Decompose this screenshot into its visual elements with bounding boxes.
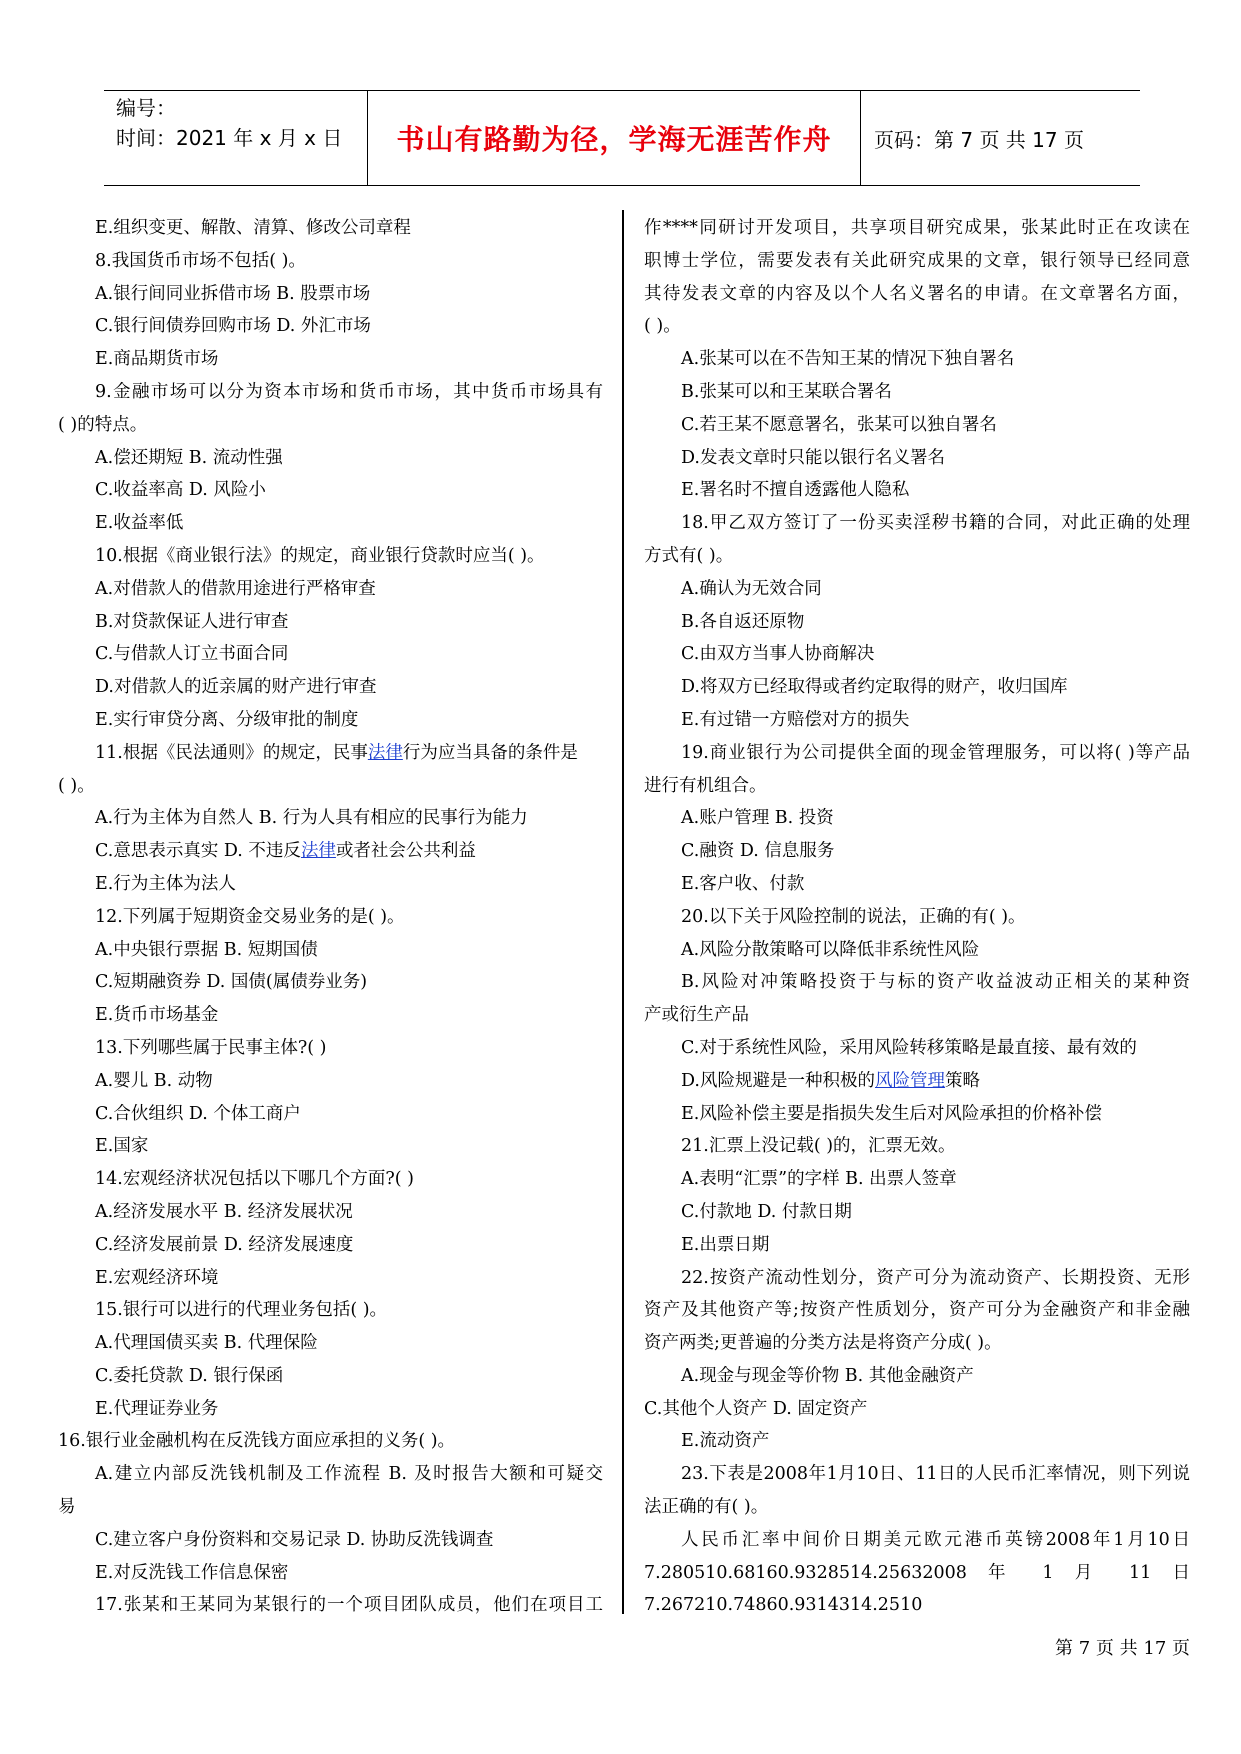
text-span: C.意思表示真实 D. 不违反 <box>95 841 301 862</box>
exchange-rate-table-line: 人民币汇率中间价日期美元欧元港币英镑2008年1月10日 <box>681 1529 1190 1550</box>
option-line: E.国家 <box>95 1136 149 1157</box>
right-column <box>644 212 1190 1622</box>
question-line-continued: 其待发表文章的内容及以个人名义署名的申请。在文章署名方面， <box>644 283 1190 304</box>
option-line: A.张某可以在不告知王某的情况下独自署名 <box>681 349 1015 370</box>
question-line-continued: ( )。 <box>58 775 95 796</box>
option-line: E.对反洗钱工作信息保密 <box>95 1562 289 1583</box>
question-line: 21.汇票上没记载( )的，汇票无效。 <box>681 1136 956 1157</box>
risk-management-link[interactable]: 风险管理 <box>874 1070 945 1091</box>
option-line: C.委托贷款 D. 银行保函 <box>95 1365 284 1386</box>
text-span: D.风险规避是一种积极的 <box>681 1070 875 1091</box>
option-line: E.出票日期 <box>681 1234 770 1255</box>
question-line: 8.我国货币市场不包括( )。 <box>95 250 306 271</box>
question-line-continued: 法正确的有( )。 <box>644 1497 769 1518</box>
option-line: E.宏观经济环境 <box>95 1267 219 1288</box>
question-line-continued: 方式有( )。 <box>644 545 734 566</box>
question-line: 22.按资产流动性划分，资产可分为流动资产、长期投资、无形 <box>681 1267 1190 1288</box>
question-line <box>58 737 603 770</box>
option-line: C.若王某不愿意署名，张某可以独自署名 <box>681 414 997 435</box>
option-line: A.银行间同业拆借市场 B. 股票市场 <box>95 283 371 304</box>
option-line: E.货币市场基金 <box>95 1005 219 1026</box>
option-line: A.确认为无效合同 <box>681 578 822 599</box>
option-line: A.中央银行票据 B. 短期国债 <box>95 939 318 960</box>
option-line: C.融资 D. 信息服务 <box>681 841 835 862</box>
option-line: A.建立内部反洗钱机制及工作流程 B. 及时报告大额和可疑交 <box>95 1464 603 1485</box>
question-line-continued: 职博士学位，需要发表有关此研究成果的文章，银行领导已经同意 <box>644 250 1190 271</box>
exchange-rate-table-line: 7.267210.74860.9314314.2510 <box>644 1595 923 1616</box>
option-line: E.风险补偿主要是指损失发生后对风险承担的价格补偿 <box>681 1103 1102 1124</box>
question-line: 14.宏观经济状况包括以下哪几个方面?( ) <box>95 1169 414 1190</box>
document-date-label: 时间：2021 年 x 月 x 日 <box>116 126 343 150</box>
option-line: D.对借款人的近亲属的财产进行审查 <box>95 677 377 698</box>
question-line: 10.根据《商业银行法》的规定，商业银行贷款时应当( )。 <box>95 545 545 566</box>
option-line: C.对于系统性风险，采用风险转移策略是最直接、最有效的 <box>681 1037 1137 1058</box>
option-line <box>58 835 603 868</box>
law-link[interactable]: 法律 <box>300 841 336 862</box>
question-line: 15.银行可以进行的代理业务包括( )。 <box>95 1300 388 1321</box>
question-line-continued: ( )的特点。 <box>58 414 148 435</box>
question-line: 13.下列哪些属于民事主体?( ) <box>95 1037 327 1058</box>
option-line: D.将双方已经取得或者约定取得的财产，收归国库 <box>681 677 1068 698</box>
question-line-continued: 进行有机组合。 <box>644 775 767 796</box>
question-line-continued: 资产两类;更普遍的分类方法是将资产分成( )。 <box>644 1333 1002 1354</box>
question-line: 23.下表是2008年1月10日、11日的人民币汇率情况，则下列说 <box>681 1464 1190 1485</box>
option-line: E.客户收、付款 <box>681 873 805 894</box>
option-line: A.对借款人的借款用途进行严格审查 <box>95 578 376 599</box>
option-line: C.与借款人订立书面合同 <box>95 644 289 665</box>
question-line: 19.商业银行为公司提供全面的现金管理服务，可以将( )等产品 <box>681 742 1190 763</box>
text-span: 行为应当具备的条件是 <box>402 742 578 763</box>
option-line: A.代理国债买卖 B. 代理保险 <box>95 1333 318 1354</box>
column-divider <box>622 210 624 1614</box>
option-line: C.银行间债券回购市场 D. 外汇市场 <box>95 316 371 337</box>
option-line: C.短期融资券 D. 国债(属债券业务) <box>95 972 368 993</box>
option-line: E.收益率低 <box>95 513 184 534</box>
question-line-continued: 作****同研讨开发项目，共享项目研究成果，张某此时正在攻读在 <box>644 218 1190 238</box>
option-line: E.实行审贷分离、分级审批的制度 <box>95 709 359 730</box>
text-span: 11.根据《民法通则》的规定，民事 <box>95 742 368 763</box>
option-line: A.表明“汇票”的字样 B. 出票人签章 <box>681 1169 957 1190</box>
text-span: 策略 <box>944 1070 980 1091</box>
option-line: A.风险分散策略可以降低非系统性风险 <box>681 939 980 960</box>
option-line <box>644 1065 1190 1098</box>
option-line: E.流动资产 <box>681 1431 770 1452</box>
header-motto: 书山有路勤为径，学海无涯苦作舟 <box>396 123 832 156</box>
option-line: A.偿还期短 B. 流动性强 <box>95 447 283 468</box>
text-span: 或者社会公共利益 <box>335 841 476 862</box>
option-line: A.婴儿 B. 动物 <box>95 1070 213 1091</box>
law-link[interactable]: 法律 <box>367 742 403 763</box>
option-line: D.发表文章时只能以银行名义署名 <box>681 447 945 468</box>
option-line-continued: 易 <box>58 1497 76 1518</box>
question-line: 18.甲乙双方签订了一份买卖淫秽书籍的合同，对此正确的处理 <box>681 513 1190 534</box>
option-line: C.合伙组织 D. 个体工商户 <box>95 1103 301 1124</box>
option-line: B.张某可以和王某联合署名 <box>681 381 892 402</box>
header-motto-cell <box>368 91 861 185</box>
question-line: 17.张某和王某同为某银行的一个项目团队成员，他们在项目工 <box>95 1595 603 1616</box>
page-footer: 第 7 页 共 17 页 <box>1055 1638 1190 1659</box>
header-page-indicator: 页码：第 7 页 共 17 页 <box>874 127 1084 152</box>
option-line: C.收益率高 D. 风险小 <box>95 480 266 501</box>
left-column <box>58 212 603 1622</box>
option-line: A.经济发展水平 B. 经济发展状况 <box>95 1201 353 1222</box>
header-meta-cell <box>104 91 368 185</box>
header-page-cell <box>861 91 1140 185</box>
option-line: B.对贷款保证人进行审查 <box>95 611 289 632</box>
option-line: A.行为主体为自然人 B. 行为人具有相应的民事行为能力 <box>95 808 528 829</box>
text-line: E.组织变更、解散、清算、修改公司章程 <box>95 218 411 238</box>
page-header <box>104 90 1140 186</box>
option-line: E.署名时不擅自透露他人隐私 <box>681 480 910 501</box>
question-line: 20.以下关于风险控制的说法，正确的有( )。 <box>681 906 1026 927</box>
option-line: C.由双方当事人协商解决 <box>681 644 875 665</box>
option-line: E.商品期货市场 <box>95 349 219 370</box>
document-number-label: 编号： <box>116 96 176 120</box>
question-line-continued: ( )。 <box>644 316 681 337</box>
option-line-continued: 产或衍生产品 <box>644 1005 749 1026</box>
option-line: C.经济发展前景 D. 经济发展速度 <box>95 1234 354 1255</box>
question-line: 12.下列属于短期资金交易业务的是( )。 <box>95 906 405 927</box>
option-line: A.现金与现金等价物 B. 其他金融资产 <box>681 1365 974 1386</box>
option-line: B.各自返还原物 <box>681 611 805 632</box>
exchange-rate-table-line: 7.280510.68160.9328514.25632008 年 1 月 11 日 <box>644 1562 1190 1583</box>
option-line: E.有过错一方赔偿对方的损失 <box>681 709 910 730</box>
question-line-continued: 资产及其他资产等;按资产性质划分，资产可分为金融资产和非金融 <box>644 1300 1190 1321</box>
question-line: 16.银行业金融机构在反洗钱方面应承担的义务( )。 <box>58 1431 456 1452</box>
option-line: A.账户管理 B. 投资 <box>681 808 834 829</box>
option-line: C.其他个人资产 D. 固定资产 <box>644 1398 868 1419</box>
option-line: E.行为主体为法人 <box>95 873 236 894</box>
option-line: C.建立客户身份资料和交易记录 D. 协助反洗钱调查 <box>95 1529 494 1550</box>
option-line: B.风险对冲策略投资于与标的资产收益波动正相关的某种资 <box>681 972 1190 993</box>
option-line: C.付款地 D. 付款日期 <box>681 1201 852 1222</box>
option-line: E.代理证券业务 <box>95 1398 219 1419</box>
question-line: 9.金融市场可以分为资本市场和货币市场，其中货币市场具有 <box>95 381 603 402</box>
